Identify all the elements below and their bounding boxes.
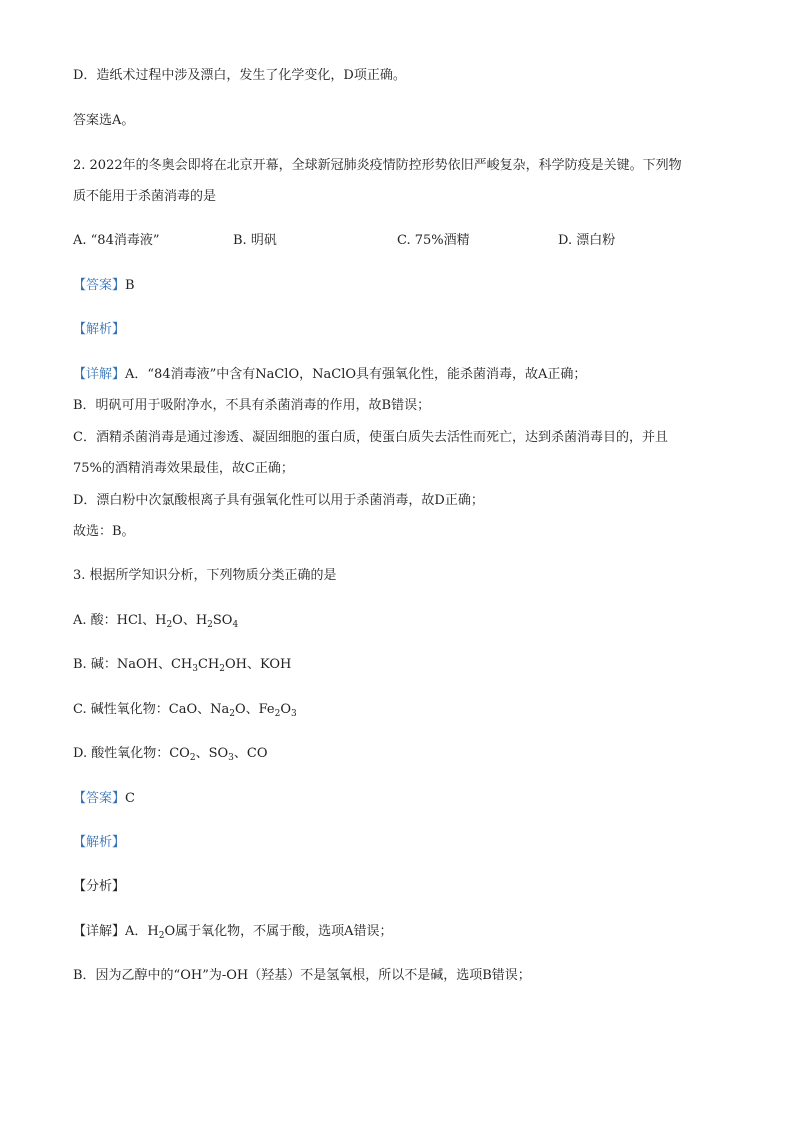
q3-answer-value: C <box>125 791 135 806</box>
subscript: 2 <box>229 709 235 719</box>
q3-analysis-tag: 【解析】 <box>73 835 126 850</box>
q3-analysis-heading <box>73 834 125 852</box>
subscript: 4 <box>232 620 239 630</box>
q3-option-d-mid1: 、SO <box>195 746 229 761</box>
q2-answer <box>73 277 135 295</box>
q2-option-a: A. “84消毒液” <box>73 233 160 248</box>
q2-analysis-heading <box>73 321 125 339</box>
q2-option-b: B. 明矾 <box>233 233 277 248</box>
q2-conclusion: 故选：B。 <box>73 524 135 539</box>
q3-option-c-mid1: O、Fe <box>234 702 275 717</box>
q3-option-c <box>73 701 297 719</box>
q2-detail-b: B．明矾可用于吸附净水，不具有杀菌消毒的作用，故B错误； <box>73 398 431 413</box>
q2-detail-a-text: A．“84消毒液”中含有NaClO，NaClO具有强氧化性，能杀菌消毒，故A正确； <box>125 367 587 382</box>
subscript: 2 <box>189 753 196 763</box>
q3-stem: 3. 根据所学知识分析，下列物质分类正确的是 <box>73 568 337 583</box>
subscript: 3 <box>228 753 234 763</box>
q2-answer-value: B <box>125 278 135 293</box>
q3-option-d <box>73 745 268 763</box>
q2-option-d: D. 漂白粉 <box>558 233 616 248</box>
q3-option-b-mid1: CH <box>197 657 220 672</box>
q3-option-d-lead: D. 酸性氧化物：CO <box>73 746 190 761</box>
q3-option-c-lead: C. 碱性氧化物：CaO、Na <box>73 702 230 717</box>
q2-detail-c-line2: 75%的酒精消毒效果最佳，故C正确； <box>73 461 294 476</box>
q3-option-b-mid2: OH、KOH <box>225 657 292 672</box>
q2-analysis-tag: 【解析】 <box>73 322 126 337</box>
q3-answer <box>73 790 135 808</box>
q3-option-a-mid1: O、H <box>172 613 208 628</box>
q3-answer-tag: 【答案】 <box>73 791 126 806</box>
q2-option-c: C. 75%酒精 <box>397 233 470 248</box>
q3-option-b <box>73 656 291 674</box>
q2-stem-line1: 2. 2022年的冬奥会即将在北京开幕，全球新冠肺炎疫情防控形势依旧严峻复杂，科学防疫是关键。下列物 <box>73 158 682 173</box>
q3-detail-a-rest: O属于氧化物，不属于酸，选项A错误； <box>164 924 393 939</box>
q2-answer-tag: 【答案】 <box>73 278 126 293</box>
q3-detail-a-lead: A．H <box>125 924 159 939</box>
q3-option-b-lead: B. 碱：NaOH、CH <box>73 657 193 672</box>
subscript: 2 <box>274 709 281 719</box>
q3-detail-a <box>73 923 393 941</box>
q3-option-d-mid2: 、CO <box>233 746 268 761</box>
q3-analyze-heading <box>73 878 125 896</box>
q3-analyze-tag: 【分析】 <box>73 879 126 894</box>
subscript: 3 <box>192 664 198 674</box>
q2-detail-c-line1: C．酒精杀菌消毒是通过渗透、凝固细胞的蛋白质，使蛋白质失去活性而死亡，达到杀菌消毒目的，并且 <box>73 430 668 445</box>
subscript: 2 <box>158 931 165 941</box>
q3-option-a <box>73 612 238 630</box>
prev-option-d-explanation: D．造纸术过程中涉及漂白，发生了化学变化，D项正确。 <box>73 68 406 83</box>
q3-option-a-lead: A. 酸：HCl、H <box>73 613 167 628</box>
q3-detail-tag: 【详解】 <box>73 924 126 939</box>
q3-detail-b: B．因为乙醇中的“OH”为-OH（羟基）不是氢氧根，所以不是碱，选项B错误； <box>73 968 531 983</box>
q3-option-a-mid2: SO <box>212 613 233 628</box>
q2-detail-a <box>73 366 586 384</box>
prev-answer-line: 答案选A。 <box>73 113 135 128</box>
q2-stem-line2: 质不能用于杀菌消毒的是 <box>73 189 217 204</box>
subscript: 2 <box>219 664 225 674</box>
subscript: 2 <box>207 620 213 630</box>
subscript: 2 <box>166 620 173 630</box>
q3-option-c-mid2: O <box>280 702 292 717</box>
subscript: 3 <box>291 709 297 719</box>
q2-detail-tag: 【详解】 <box>73 367 126 382</box>
q2-detail-d: D．漂白粉中次氯酸根离子具有强氧化性可以用于杀菌消毒，故D正确； <box>73 493 484 508</box>
